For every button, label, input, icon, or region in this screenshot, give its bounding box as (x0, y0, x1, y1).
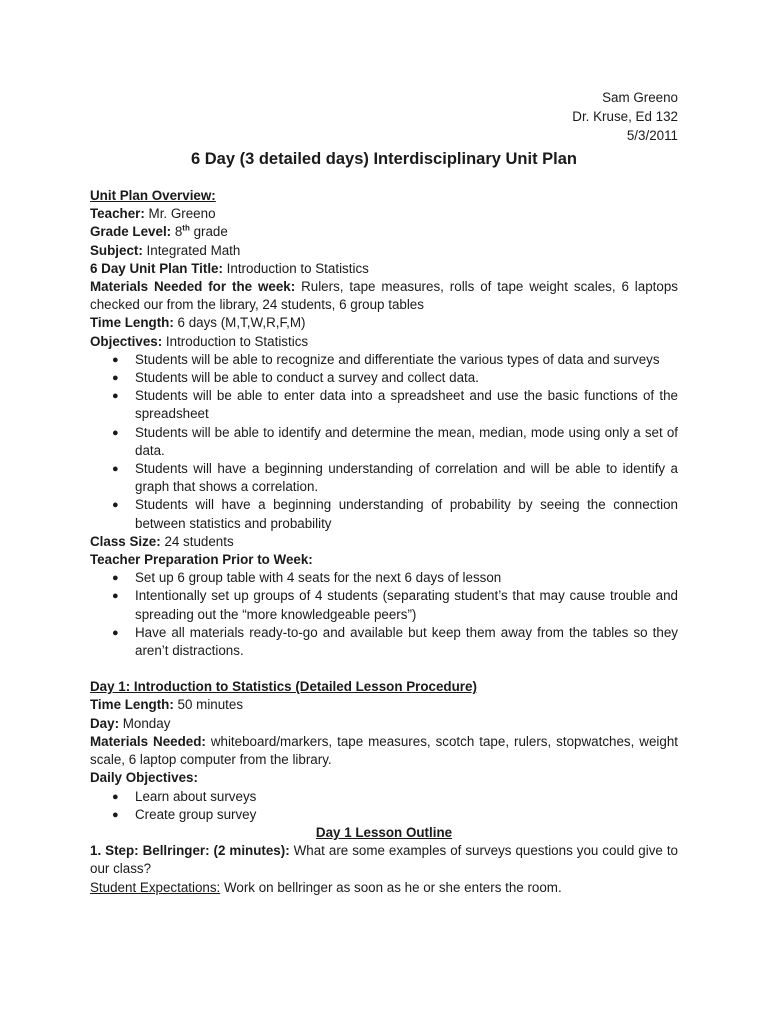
bullet-icon: ● (112, 463, 119, 476)
step1-label: 1. Step: Bellringer: (2 minutes): (90, 843, 290, 859)
student-expectations-field (90, 879, 678, 897)
teacher-prep-label: Teacher Preparation Prior to Week: (90, 552, 313, 568)
bullet-icon: ● (112, 426, 119, 439)
unit-title-label: 6 Day Unit Plan Title: (90, 260, 223, 276)
teacher-prep-list (90, 569, 678, 660)
document-date: 5/3/2011 (626, 128, 678, 143)
subject-label: Subject: (90, 242, 143, 258)
objectives-label: Objectives: (90, 333, 163, 349)
day1-materials-value: whiteboard/markers, tape measures, scotch tape, rulers, stopwatches, weight scale, 6 laptop computer from the library. (90, 733, 678, 768)
bullet-icon: ● (112, 790, 119, 803)
header-block (90, 88, 678, 145)
step1-value: What are some examples of surveys questions you could give to our class? (90, 843, 678, 877)
unit-title-field (90, 260, 678, 278)
step1-field (90, 842, 678, 878)
day1-time-label: Time Length: (90, 697, 174, 713)
objectives-list (90, 351, 678, 533)
teacher-label: Teacher: (90, 206, 145, 222)
bullet-icon: ● (112, 572, 119, 585)
class-size-field (90, 533, 678, 551)
teacher-field (90, 205, 678, 223)
class-size-label: Class Size: (90, 533, 161, 549)
grade-label: Grade Level: (90, 224, 172, 240)
bullet-icon: ● (112, 590, 119, 603)
day1-day-field (90, 715, 678, 733)
materials-label: Materials Needed for the week: (90, 279, 296, 295)
bullet-icon: ● (112, 372, 119, 385)
time-length-label: Time Length: (90, 315, 174, 331)
objectives-field (90, 333, 678, 351)
grade-value-number: 8 (171, 224, 183, 240)
bullet-icon: ● (112, 390, 119, 403)
materials-field (90, 278, 678, 314)
bullet-icon: ● (112, 353, 119, 366)
day1-time-value: 50 minutes (173, 697, 244, 713)
document-page (90, 88, 678, 897)
bullet-icon: ● (112, 808, 119, 821)
day1-time-field (90, 696, 678, 714)
daily-objectives-list (90, 788, 678, 824)
day1-heading: Day 1: Introduction to Statistics (Detailed Lesson Procedure) (90, 679, 477, 695)
list-item: ● Students will be able to conduct a survey and collect data. (90, 369, 678, 387)
list-item: ● Intentionally set up groups of 4 students (separating student’s that may cause trouble and spreading out the “more knowledgeable peers”) (112, 588, 678, 622)
document-title: 6 Day (3 detailed days) Interdisciplinary Unit Plan (190, 150, 578, 168)
day1-materials-field (90, 733, 678, 769)
class-size-value: 24 students (160, 533, 234, 549)
list-item: ● Create group survey (90, 806, 678, 824)
list-item: ● Students will have a beginning understanding of probability by seeing the connection between statistics and probability (112, 497, 678, 531)
day1-materials-label: Materials Needed: (90, 733, 206, 749)
list-item: ● Set up 6 group table with 4 seats for the next 6 days of lesson (90, 569, 678, 587)
grade-field (90, 223, 678, 241)
grade-value-ordinal: th (182, 223, 190, 233)
materials-value: Rulers, tape measures, rolls of tape weight scales, 6 laptops checked our from the library, 24 students, 6 group tables (90, 279, 678, 313)
list-item: ● Students will be able to enter data into a spreadsheet and use the basic functions of the spreadsheet (112, 388, 678, 422)
daily-objectives-label: Daily Objectives: (90, 770, 198, 786)
daily-objectives-field (90, 769, 678, 787)
time-length-value: 6 days (M,T,W,R,F,M) (173, 315, 306, 331)
bullet-icon: ● (112, 626, 119, 639)
list-item: ● Have all materials ready-to-go and available but keep them away from the tables so they aren’t distractions. (112, 624, 678, 659)
list-item: ● Students will be able to recognize and differentiate the various types of data and surveys (90, 351, 678, 369)
teacher-prep-field (90, 551, 678, 569)
list-item: ● Students will be able to identify and determine the mean, median, mode using only a set of data. (112, 424, 678, 458)
teacher-value: Mr. Greeno (144, 206, 216, 222)
bullet-icon: ● (112, 499, 119, 512)
grade-value-rest: grade (189, 224, 228, 240)
list-item: ● Learn about surveys (90, 788, 678, 806)
section-spacer (90, 660, 678, 678)
overview-heading: Unit Plan Overview: (90, 188, 216, 203)
student-expectations-value: Work on bellringer as soon as he or she enters the room. (220, 879, 562, 895)
subject-value: Integrated Math (142, 242, 241, 258)
unit-title-value: Introduction to Statistics (222, 260, 369, 276)
objectives-value: Introduction to Statistics (162, 333, 309, 349)
course-name: Dr. Kruse, Ed 132 (572, 109, 678, 124)
list-item: ● Students will have a beginning understanding of correlation and will be able to identify a graph that shows a correlation. (112, 461, 678, 495)
day1-outline-heading: Day 1 Lesson Outline (315, 824, 453, 840)
author-name: Sam Greeno (602, 90, 678, 105)
day1-day-value: Monday (119, 715, 171, 731)
day1-day-label: Day: (90, 715, 120, 731)
time-length-field (90, 314, 678, 332)
subject-field (90, 242, 678, 260)
student-expectations-label: Student Expectations: (90, 879, 221, 895)
